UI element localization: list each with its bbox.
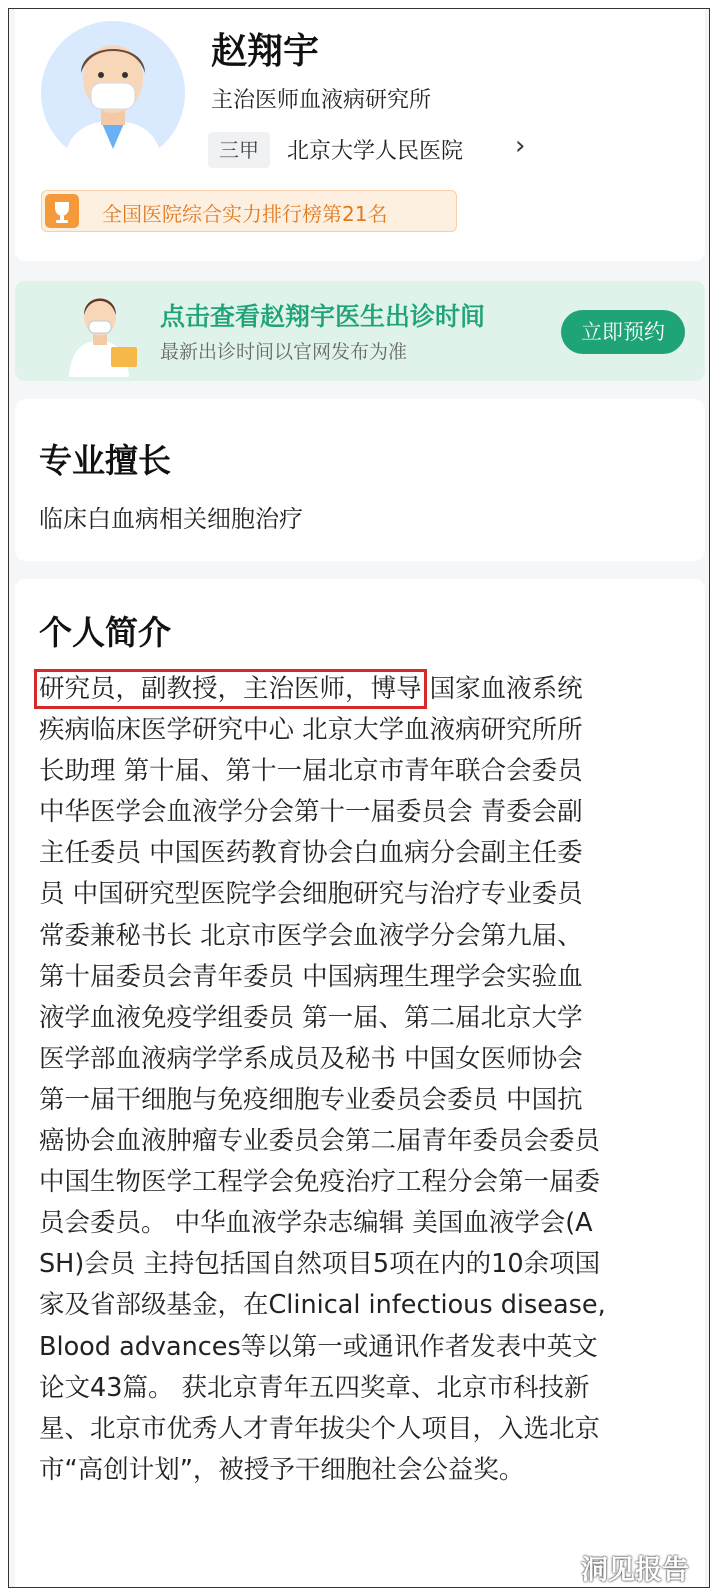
bio-line-1-rest: 国家血液系统 [429,674,583,704]
hospital-rank-badge[interactable] [41,190,457,232]
bio-line: 星、北京市优秀人才青年拔尖个人项目，入选北京 [39,1413,601,1444]
doctor-illustration-icon [55,287,145,377]
bio-line: 论文43篇。 获北京青年五四奖章、北京市科技新 [39,1372,590,1403]
bio-line: 第一届干细胞与免疫细胞专业委员会委员 中国抗 [39,1084,583,1115]
bio-heading: 个人简介 [39,613,171,652]
doctor-name: 赵翔宇 [211,31,320,72]
doctor-avatar-icon [41,21,185,165]
expertise-heading: 专业擅长 [39,441,171,480]
appointment-title: 点击查看赵翔宇医生出诊时间 [160,302,486,331]
appointment-subtitle: 最新出诊时间以官网发布为准 [160,341,408,363]
bio-section [15,579,705,1588]
highlighted-credentials: 研究员，副教授，主治医师，博导 [39,674,422,704]
hospital-link[interactable]: 北京大学人民医院 [287,139,464,164]
bio-line: 液学血液免疫学组委员 第一届、第二届北京大学 [39,1002,583,1033]
hospital-tier-badge: 三甲 [208,132,270,168]
bio-line: 医学部血液病学学系成员及秘书 中国女医师协会 [39,1043,583,1074]
bio-line: 市“高创计划”，被授予干细胞社会公益奖。 [39,1454,525,1485]
bio-line: SH)会员 主持包括国自然项目5项在内的10余项国 [39,1249,601,1280]
bio-line: 家及省部级基金，在Clinical infectious disease, [39,1290,606,1321]
expertise-section [15,399,705,561]
appointment-banner[interactable] [15,281,705,381]
book-now-button[interactable]: 立即预约 [561,310,685,354]
bio-text [39,669,679,1491]
rank-text: 全国医院综合实力排行榜第21名 [102,202,388,226]
doctor-profile-card [15,9,705,261]
bio-line: 员 中国研究型医院学会细胞研究与治疗专业委员 [39,879,583,910]
bio-line: 癌协会血液肿瘤专业委员会第二届青年委员会委员 [39,1126,601,1157]
bio-line: 中国生物医学工程学会免疫治疗工程分会第一届委 [39,1167,601,1198]
bio-line: 长助理 第十届、第十一届北京市青年联合会委员 [39,756,583,787]
chevron-right-icon[interactable]: › [515,131,526,161]
bio-line: 第十届委员会青年委员 中国病理生理学会实验血 [39,961,583,992]
trophy-icon [45,194,79,228]
bio-line: 常委兼秘书长 北京市医学会血液学分会第九届、 [39,920,583,951]
bio-line: 主任委员 中国医药教育协会白血病分会副主任委 [39,838,583,869]
expertise-text: 临床白血病相关细胞治疗 [39,505,303,533]
screenshot-frame [8,8,710,1588]
bio-line: Blood advances等以第一或通讯作者发表中英文 [39,1331,598,1362]
doctor-title: 主治医师血液病研究所 [211,88,432,113]
bio-line: 员会委员。 中华血液学杂志编辑 美国血液学会(A [39,1208,593,1239]
bio-line [39,669,679,710]
watermark: 洞见报告 [581,1555,689,1586]
bio-line: 中华医学会血液学分会第十一届委员会 青委会副 [39,797,583,828]
bio-line: 疾病临床医学研究中心 北京大学血液病研究所所 [39,715,583,746]
